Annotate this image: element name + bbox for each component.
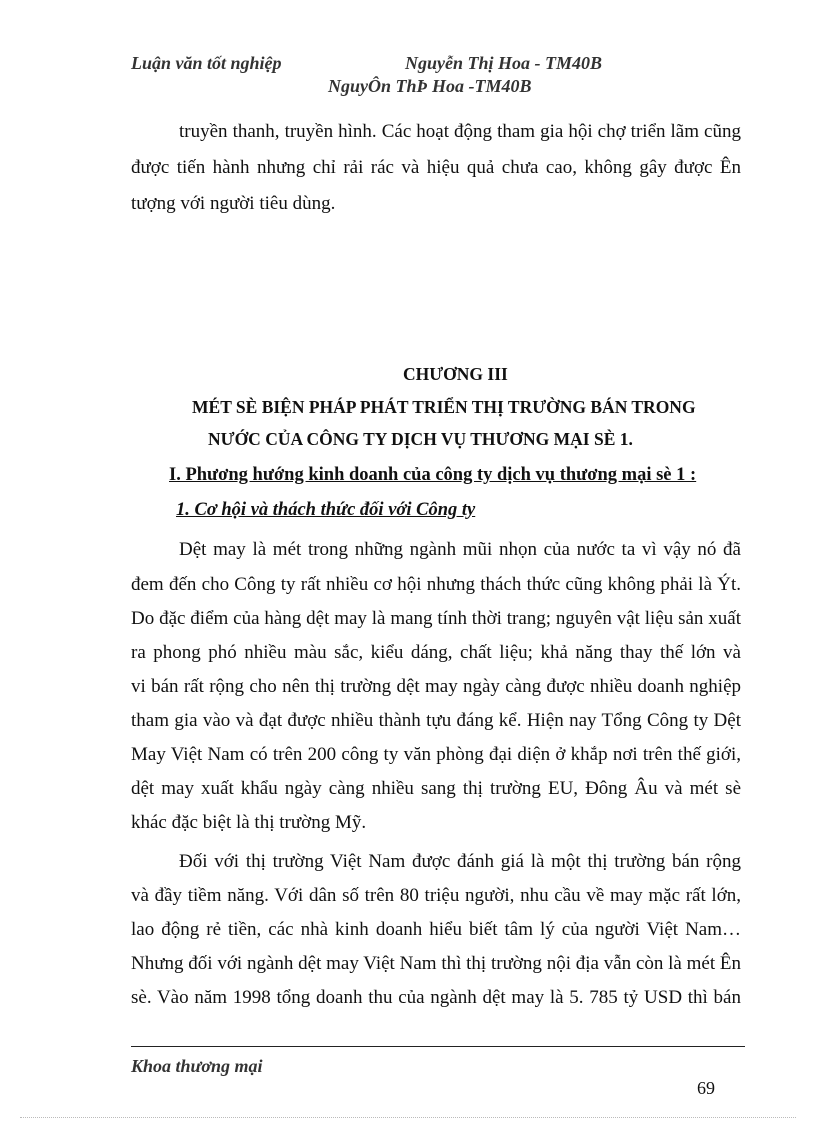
- paragraph2-line-2: và đầy tiềm năng. Với dân số trên 80 triệu người, nhu cầu về may mặc rất lớn,: [131, 885, 741, 906]
- chapter-title-line-1: MÉT SÈ BIỆN PHÁP PHÁT TRIỂN THỊ TRƯỜNG BÁN TRONG: [192, 397, 696, 417]
- intro-line-2: được tiến hành nhưng chỉ rải rác và hiệu quả chưa cao, không gây được Ên: [131, 157, 741, 178]
- paragraph1-line-7: May Việt Nam có trên 200 công ty văn phòng đại diện ở khắp nơi trên thế giới,: [131, 744, 741, 765]
- paragraph2-line-4: Nhưng đối với ngành dệt may Việt Nam thì thị trường nội địa vẫn còn là mét Ên: [131, 953, 741, 974]
- paragraph2-line-5: sè. Vào năm 1998 tổng doanh thu của ngành dệt may là 5. 785 tỷ USD thì bán: [131, 987, 741, 1008]
- paragraph1-line-5: vi bán rất rộng cho nên thị trường dệt may ngày càng được nhiều doanh nghiệp: [131, 676, 741, 697]
- running-header-left: Luận văn tốt nghiệp: [131, 53, 282, 73]
- chapter-number: CHƯƠNG III: [403, 364, 508, 384]
- intro-line-3: tượng với người tiêu dùng.: [131, 193, 336, 214]
- running-header-right: Nguyễn Thị Hoa - TM40B: [405, 53, 603, 73]
- paragraph1-line-1: Dệt may là mét trong những ngành mũi nhọn của nước ta vì vậy nó đã: [179, 539, 741, 560]
- paragraph2-line-3: lao động rẻ tiền, các nhà kinh doanh hiểu biết tâm lý của người Việt Nam…: [131, 919, 741, 940]
- paragraph1-line-9: khác đặc biệt là thị trường Mỹ.: [131, 812, 367, 833]
- page-number: 69: [697, 1078, 715, 1098]
- paragraph2-line-1: Đối với thị trường Việt Nam được đánh giá là một thị trường bán rộng: [179, 851, 741, 872]
- running-header-second: NguyÔn ThÞ Hoa -TM40B: [328, 76, 532, 96]
- section-heading: I. Phương hướng kinh doanh của công ty dịch vụ thương mại sè 1 :: [169, 465, 697, 485]
- chapter-title-line-2: NƯỚC CỦA CÔNG TY DỊCH VỤ THƯƠNG MẠI SÈ 1.: [208, 429, 633, 449]
- paragraph1-line-2: đem đến cho Công ty rất nhiều cơ hội nhưng thách thức cũng không phải là Ýt.: [131, 574, 741, 595]
- paragraph1-line-6: tham gia vào và đạt được nhiều thành tựu đáng kể. Hiện nay Tổng Công ty Dệt: [131, 710, 741, 731]
- paragraph1-line-4: ra phong phó nhiều màu sắc, kiểu dáng, chất liệu; khả năng thay thế lớn và: [131, 642, 741, 663]
- paragraph1-line-3: Do đặc điểm của hàng dệt may là mang tính thời trang; nguyên vật liệu sản xuất: [131, 608, 741, 629]
- paragraph1-line-8: dệt may xuất khẩu ngày càng nhiều sang thị trường EU, Đông Âu và mét sè: [131, 778, 741, 799]
- running-footer: Khoa thương mại: [131, 1056, 263, 1076]
- footer-rule: [131, 1046, 745, 1047]
- intro-line-1: truyền thanh, truyền hình. Các hoạt động tham gia hội chợ triển lãm cũng: [179, 121, 741, 142]
- page-bottom-dotted-line: [20, 1117, 796, 1118]
- sub-heading: 1. Cơ hội và thách thức đối với Công ty: [176, 500, 476, 520]
